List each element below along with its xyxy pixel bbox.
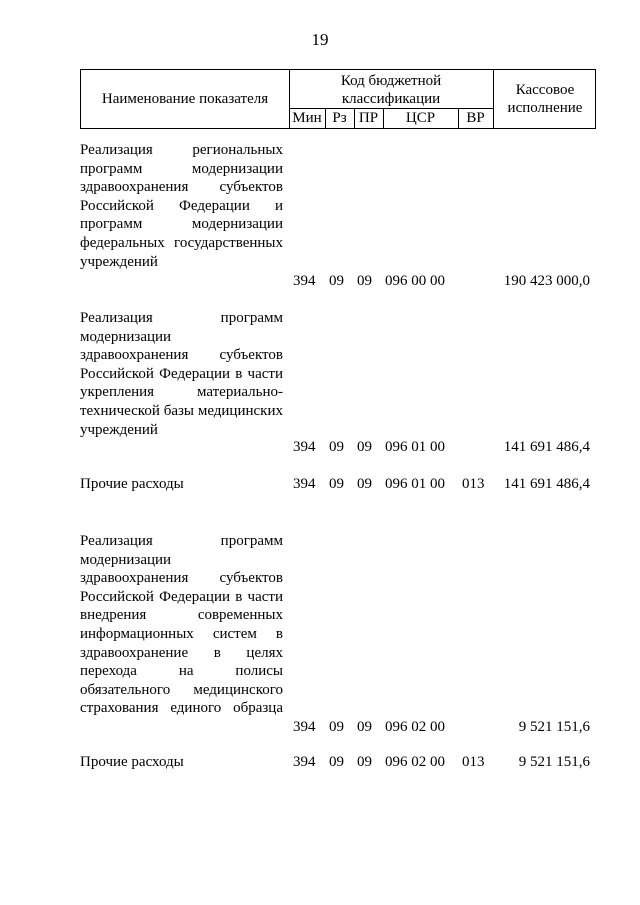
header-budget-code: Код бюджетной классификации xyxy=(340,72,442,107)
header-col-pr: ПР xyxy=(358,110,379,126)
row-min: 394 xyxy=(293,476,316,492)
row-pr: 09 xyxy=(357,754,372,770)
row-csr: 096 02 00 xyxy=(385,719,445,735)
row-rz: 09 xyxy=(329,719,344,735)
row-pr: 09 xyxy=(357,439,372,455)
row-pr: 09 xyxy=(357,719,372,735)
header-col-min: Мин xyxy=(292,110,322,126)
row-csr: 096 01 00 xyxy=(385,476,445,492)
header-cash-execution: Кассовое исполнение xyxy=(507,82,583,116)
header-col-csr: ЦСР xyxy=(405,110,436,126)
row-csr: 096 01 00 xyxy=(385,439,445,455)
row-pr: 09 xyxy=(357,273,372,289)
row-csr: 096 02 00 xyxy=(385,754,445,770)
header-indicator-name: Наименование показателя xyxy=(101,90,269,107)
row-amount: 141 691 486,4 xyxy=(503,476,590,492)
row-rz: 09 xyxy=(329,273,344,289)
header-divider xyxy=(493,69,494,129)
row-name: Прочие расходы xyxy=(80,476,184,492)
row-pr: 09 xyxy=(357,476,372,492)
row-vr: 013 xyxy=(462,754,485,770)
row-min: 394 xyxy=(293,273,316,289)
row-min: 394 xyxy=(293,754,316,770)
table-header xyxy=(80,69,596,129)
row-amount: 190 423 000,0 xyxy=(503,273,590,289)
row-amount: 9 521 151,6 xyxy=(518,719,590,735)
header-col-vr: ВР xyxy=(466,110,485,126)
row-rz: 09 xyxy=(329,439,344,455)
row-rz: 09 xyxy=(329,754,344,770)
row-name: Реализация программ модернизации здравоохранения субъектов Российской Федерации в части внедрения современных информационных систем в здравоохранение в целях перехода на полисы обязательного медицинского страхования единого образца xyxy=(80,533,283,717)
row-min: 394 xyxy=(293,439,316,455)
row-vr: 013 xyxy=(462,476,485,492)
header-col-rz: Рз xyxy=(332,110,347,126)
row-amount: 9 521 151,6 xyxy=(518,754,590,770)
row-rz: 09 xyxy=(329,476,344,492)
row-csr: 096 00 00 xyxy=(385,273,445,289)
page-number: 19 xyxy=(311,30,329,49)
row-name: Реализация программ модернизации здравоохранения субъектов Российской Федерации в части укрепления материально-технической базы медицинских учреждений xyxy=(80,310,283,438)
row-name: Реализация региональных программ модернизации здравоохранения субъектов Российской Федерации и программ модернизации федеральных государственных учреждений xyxy=(80,142,283,270)
row-name: Прочие расходы xyxy=(80,754,184,770)
row-min: 394 xyxy=(293,719,316,735)
row-amount: 141 691 486,4 xyxy=(503,439,590,455)
